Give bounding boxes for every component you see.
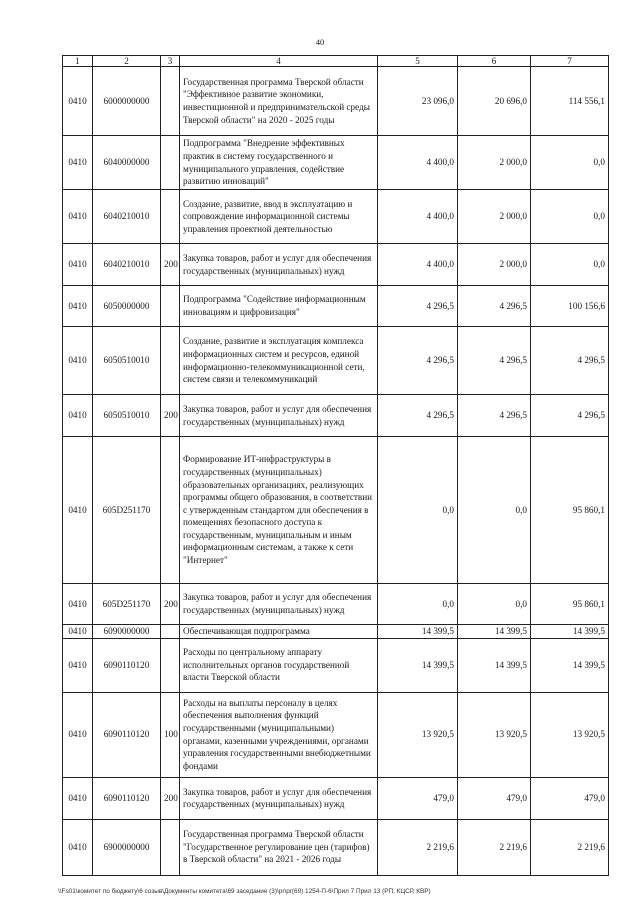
amount-col5: 4 296,5 xyxy=(378,395,458,437)
section-code: 0410 xyxy=(63,286,93,327)
section-code: 0410 xyxy=(63,437,93,584)
item-name: Подпрограмма "Содействие информационным инновациям и цифровизация" xyxy=(180,286,378,327)
amount-col6: 13 920,5 xyxy=(458,692,531,777)
item-name: Создание, развитие и эксплуатация комплекса информационных систем и ресурсов, единой информационно-телекоммуникационной сети, систем связи и телекоммуникаций xyxy=(180,327,378,395)
expense-type xyxy=(161,190,180,244)
table-row xyxy=(63,327,609,395)
target-code: 6090110120 xyxy=(93,692,161,777)
amount-col5: 4 400,0 xyxy=(378,190,458,244)
target-code: 6090110120 xyxy=(93,638,161,692)
expense-type xyxy=(161,638,180,692)
item-name: Расходы на выплаты персоналу в целях обеспечения выполнения функций государственными (муниципальными) органами, казенными учреждениями, органами управления государственными внебюджетными фондами xyxy=(180,692,378,777)
table-row xyxy=(63,638,609,692)
column-header: 1 xyxy=(63,56,93,67)
amount-col7: 2 219,6 xyxy=(531,819,609,875)
item-name: Создание, развитие, ввод в эксплуатацию и сопровождение информационной системы управления проектной деятельностью xyxy=(180,190,378,244)
table-header-row xyxy=(63,56,609,67)
amount-col7: 95 860,1 xyxy=(531,437,609,584)
item-name: Государственная программа Тверской области "Государственное регулирование цен (тарифов) в Тверской области" на 2021 - 2026 годы xyxy=(180,819,378,875)
amount-col5: 0,0 xyxy=(378,584,458,625)
amount-col5: 4 296,5 xyxy=(378,286,458,327)
expense-type: 200 xyxy=(161,584,180,625)
amount-col6: 14 399,5 xyxy=(458,638,531,692)
amount-col7: 0,0 xyxy=(531,190,609,244)
amount-col6: 2 000,0 xyxy=(458,244,531,286)
target-code: 6040000000 xyxy=(93,136,161,190)
section-code: 0410 xyxy=(63,327,93,395)
item-name: Расходы по центральному аппарату исполнительных органов государственной власти Тверской области xyxy=(180,638,378,692)
expense-type: 200 xyxy=(161,244,180,286)
item-name: Закупка товаров, работ и услуг для обеспечения государственных (муниципальных) нужд xyxy=(180,584,378,625)
column-header: 4 xyxy=(180,56,378,67)
item-name: Подпрограмма "Внедрение эффективных практик в систему государственного и муниципального управления, содействие развитию инноваций" xyxy=(180,136,378,190)
item-name: Закупка товаров, работ и услуг для обеспечения государственных (муниципальных) нужд xyxy=(180,777,378,819)
expense-type xyxy=(161,136,180,190)
amount-col5: 2 219,6 xyxy=(378,819,458,875)
table-row xyxy=(63,692,609,777)
amount-col6: 2 219,6 xyxy=(458,819,531,875)
file-path-footer: \\Fs01\комитет по бюджету\6 созыв\Документы комитета\69 заседание (3)\pr\pr(69) 1254-П-6\Прил 7 Прил 13 (РП, КЦСР, КВР) xyxy=(58,888,431,895)
item-name: Закупка товаров, работ и услуг для обеспечения государственных (муниципальных) нужд xyxy=(180,395,378,437)
amount-col7: 14 399,5 xyxy=(531,638,609,692)
amount-col7: 4 296,5 xyxy=(531,395,609,437)
amount-col6: 4 296,5 xyxy=(458,395,531,437)
amount-col6: 0,0 xyxy=(458,584,531,625)
amount-col5: 4 400,0 xyxy=(378,136,458,190)
amount-col7: 479,0 xyxy=(531,777,609,819)
target-code: 6040210010 xyxy=(93,244,161,286)
target-code: 6090000000 xyxy=(93,625,161,639)
amount-col5: 479,0 xyxy=(378,777,458,819)
table-row xyxy=(63,286,609,327)
section-code: 0410 xyxy=(63,67,93,136)
table-row xyxy=(63,136,609,190)
expense-type: 200 xyxy=(161,395,180,437)
expense-type: 200 xyxy=(161,777,180,819)
table-row xyxy=(63,625,609,639)
amount-col6: 2 000,0 xyxy=(458,190,531,244)
amount-col6: 2 000,0 xyxy=(458,136,531,190)
amount-col6: 14 399,5 xyxy=(458,625,531,639)
expense-type xyxy=(161,819,180,875)
table-row xyxy=(63,67,609,136)
target-code: 605D251170 xyxy=(93,437,161,584)
amount-col7: 0,0 xyxy=(531,244,609,286)
table-row xyxy=(63,190,609,244)
table-row xyxy=(63,777,609,819)
amount-col7: 4 296,5 xyxy=(531,327,609,395)
amount-col5: 23 096,0 xyxy=(378,67,458,136)
table-row xyxy=(63,244,609,286)
amount-col7: 114 556,1 xyxy=(531,67,609,136)
amount-col5: 14 399,5 xyxy=(378,638,458,692)
section-code: 0410 xyxy=(63,638,93,692)
column-header: 6 xyxy=(458,56,531,67)
amount-col5: 4 400,0 xyxy=(378,244,458,286)
amount-col7: 95 860,1 xyxy=(531,584,609,625)
amount-col7: 0,0 xyxy=(531,136,609,190)
section-code: 0410 xyxy=(63,136,93,190)
section-code: 0410 xyxy=(63,395,93,437)
amount-col7: 100 156,6 xyxy=(531,286,609,327)
item-name: Обеспечивающая подпрограмма xyxy=(180,625,378,639)
expense-type xyxy=(161,437,180,584)
section-code: 0410 xyxy=(63,584,93,625)
section-code: 0410 xyxy=(63,244,93,286)
amount-col6: 4 296,5 xyxy=(458,286,531,327)
section-code: 0410 xyxy=(63,625,93,639)
expense-type xyxy=(161,67,180,136)
target-code: 6050510010 xyxy=(93,395,161,437)
column-header: 5 xyxy=(378,56,458,67)
target-code: 605D251170 xyxy=(93,584,161,625)
expense-type xyxy=(161,286,180,327)
amount-col6: 0,0 xyxy=(458,437,531,584)
amount-col6: 20 696,0 xyxy=(458,67,531,136)
section-code: 0410 xyxy=(63,819,93,875)
item-name: Государственная программа Тверской области "Эффективное развитие экономики, инвестиционной и предпринимательской среды Тверской области" на 2020 - 2025 годы xyxy=(180,67,378,136)
expense-type xyxy=(161,625,180,639)
expense-type xyxy=(161,327,180,395)
target-code: 6050000000 xyxy=(93,286,161,327)
target-code: 6090110120 xyxy=(93,777,161,819)
amount-col5: 14 399,5 xyxy=(378,625,458,639)
table-row xyxy=(63,584,609,625)
column-header: 3 xyxy=(161,56,180,67)
amount-col5: 4 296,5 xyxy=(378,327,458,395)
section-code: 0410 xyxy=(63,777,93,819)
column-header: 2 xyxy=(93,56,161,67)
amount-col6: 479,0 xyxy=(458,777,531,819)
item-name: Закупка товаров, работ и услуг для обеспечения государственных (муниципальных) нужд xyxy=(180,244,378,286)
target-code: 6050510010 xyxy=(93,327,161,395)
item-name: Формирование ИТ-инфраструктуры в государственных (муниципальных) образовательных организациях, реализующих программы общего образования, в соответствии с утвержденным стандартом для обеспечения в помещениях безопасного доступа к государственным, муниципальным и иным информационным системам, а также к сети "Интернет" xyxy=(180,437,378,584)
target-code: 6000000000 xyxy=(93,67,161,136)
amount-col5: 0,0 xyxy=(378,437,458,584)
target-code: 6900000000 xyxy=(93,819,161,875)
table-row xyxy=(63,437,609,584)
table-row xyxy=(63,819,609,875)
target-code: 6040210010 xyxy=(93,190,161,244)
amount-col6: 4 296,5 xyxy=(458,327,531,395)
amount-col5: 13 920,5 xyxy=(378,692,458,777)
budget-table xyxy=(62,55,609,876)
section-code: 0410 xyxy=(63,692,93,777)
section-code: 0410 xyxy=(63,190,93,244)
expense-type: 100 xyxy=(161,692,180,777)
page-number: 40 xyxy=(315,37,325,47)
column-header: 7 xyxy=(531,56,609,67)
table-row xyxy=(63,395,609,437)
amount-col7: 14 399,5 xyxy=(531,625,609,639)
amount-col7: 13 920,5 xyxy=(531,692,609,777)
